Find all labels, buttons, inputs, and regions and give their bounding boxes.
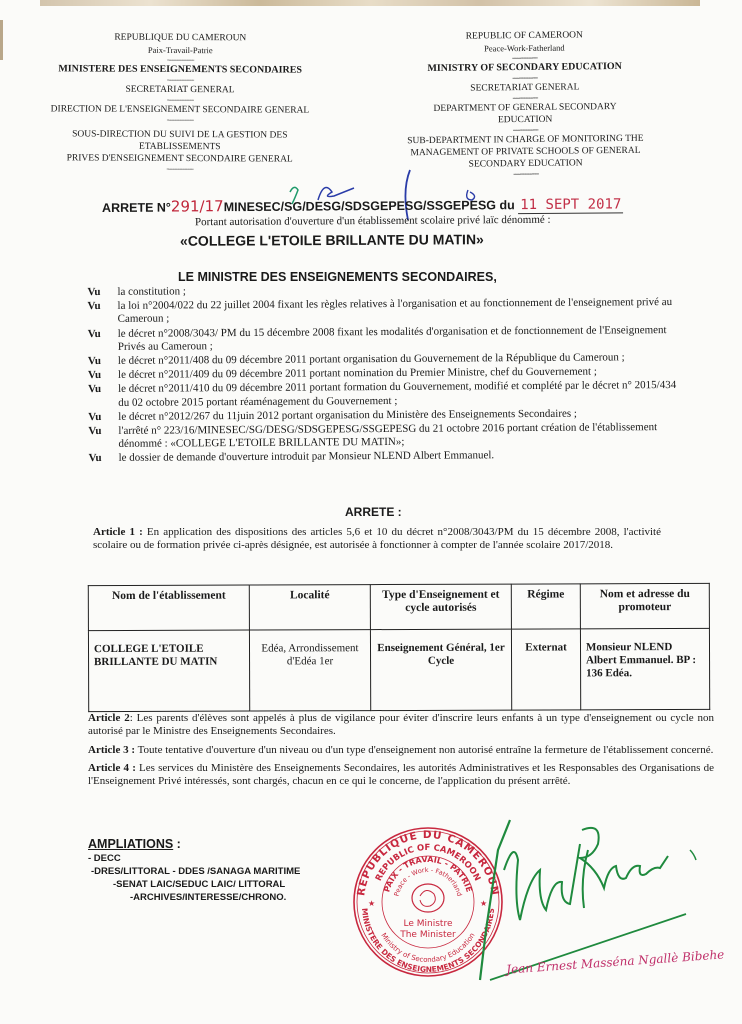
list-item: Vu le décret n°2011/410 du 09 décembre 2011 portant formation du Gouvernement, modifié et complété par le décret n° 2015/434 du 02 octobre 2015 portant réaménagement du Gouvernement ; [88,379,677,409]
article-2: Article 2: Les parents d'élèves sont appelés à plus de vigilance pour éviter d'inscrire leurs enfants à un type d'enseignement ou cycle non autorisé par le Ministre des Enseignements Secondaires. [88,712,714,738]
svg-text:The Minister: The Minister [400,930,456,940]
separator: ---------------- [166,94,194,105]
column-header: Nom et adresse du promoteur [580,583,709,628]
arrete-reference-line [102,194,682,216]
arrete-prefix: ARRETE N° [101,200,171,216]
article-3: Article 3 : Toute tentative d'ouverture d'un niveau ou d'un type d'enseignement non autorisé entraîne la fermeture de l'établissement concerné. [88,743,714,756]
ampliations-title: AMPLIATIONS [88,837,174,851]
column-header: Régime [511,584,580,629]
subdirection-fr-2: ETABLISSEMENTS [138,141,221,153]
motto-en: Peace-Work-Fatherland [484,42,565,54]
list-item: Vu la loi n°2004/022 du 22 juillet 2004 fixant les règles relatives à l'organisation et au fonctionnement de l'enseignement privé au Cameroun ; [87,296,673,326]
list-item: -ARCHIVES/INTERESSE/CHRONO. [130,892,287,903]
arrete-reference: MINESEC/SG/DESG/SDSGEPESG/SSGEPESG du [223,198,515,215]
svg-text:★: ★ [480,899,488,908]
separator: --------------- [512,92,538,103]
article-1-text: En application des dispositions des articles 5,6 et 10 du décret n°2008/3043/PM du 15 décembre 2008, l'activité scolaire ou de formation privée ci-après désignée, est autorisée à fonctionner à compter de l'année scolaire 2017/2018. [93,526,661,552]
column-header: Nom de l'établissement [88,585,249,631]
subdepartment-en-1: SUB-DEPARTMENT IN CHARGE OF MONITORING THE [407,133,644,147]
article-1-label: Article 1 : [93,526,143,538]
secretariat-en: SECRETARIAT GENERAL [470,82,580,94]
subdepartment-en-3: SECONDARY EDUCATION [468,158,583,170]
date-stamp: 11 SEPT 2017 [518,196,623,214]
minister-title: LE MINISTRE DES ENSEIGNEMENTS SECONDAIRES, [178,270,497,284]
department-en-1: DEPARTMENT OF GENERAL SECONDARY [433,102,617,114]
cell-promoteur: Monsieur NLEND Albert Emmanuel. BP : 136 Edéa. [580,628,709,709]
separator: ---------------- [166,74,194,85]
separator: ---------------- [166,163,193,174]
separator: --------------- [512,124,538,135]
list-item: -SENAT LAIC/SEDUC LAIC/ LITTORAL [113,879,286,890]
column-header: Type d'Enseignement et cycle autorisés [370,584,511,629]
arrete-heading: ARRETE : [345,505,402,519]
svg-text:PAIX - TRAVAIL - PATRIE: PAIX - TRAVAIL - PATRIE [382,854,474,894]
list-item: - DECC [88,853,121,864]
svg-text:REPUBLIQUE DU CAMEROUN: REPUBLIQUE DU CAMEROUN [355,828,501,897]
scan-top-edge [40,0,700,6]
school-title: «COLLEGE L'ETOILE BRILLANTE DU MATIN» [179,231,484,249]
department-en-2: EDUCATION [497,114,553,126]
column-header: Localité [249,585,370,630]
motto-fr: Paix-Travail-Patrie [147,44,213,56]
separator: --------------- [513,168,539,179]
considerants-list [87,282,688,467]
separator: ---------------- [166,114,194,125]
subdirection-fr-1: SOUS-DIRECTION DU SUIVI DE LA GESTION DES [72,129,288,141]
table-row [88,628,709,711]
subdepartment-en-2: MANAGEMENT OF PRIVATE SCHOOLS OF GENERAL [410,145,641,159]
cell-nom: COLLEGE L'ETOILE BRILLANTE DU MATIN [88,630,249,712]
arrete-number-handwritten: 291/17 [170,197,224,216]
separator: --------------- [511,52,538,63]
svg-text:MINISTERE DES ENSEIGNEMENTS SE: MINISTERE DES ENSEIGNEMENTS SECONDAIRES [359,907,497,975]
scan-left-edge [0,20,3,60]
header-french [30,31,331,174]
arrete-subtitle: Portant autorisation d'ouverture d'un établissement scolaire privé laïc dénommé : [194,213,551,229]
cell-localite: Edéa, Arrondissement d'Edéa 1er [249,630,370,711]
republic-fr: REPUBLIQUE DU CAMEROUN [114,32,247,44]
articles-2-4 [88,712,714,793]
table-header-row [88,583,709,630]
republic-en: REPUBLIC OF CAMEROON [465,30,583,42]
separator: --------------- [512,72,538,83]
list-item: Vu le décret n°2012/267 du 11juin 2012 portant organisation du Ministère des Enseignements Secondaires ; [88,407,577,423]
list-item: Vu la constitution ; [87,285,186,299]
ministry-en: MINISTRY OF SECONDARY EDUCATION [427,60,622,75]
list-item: Vu le décret n°2011/409 du 09 décembre 2011 portant nomination du Premier Ministre, chef du Gouvernement ; [87,365,597,382]
svg-text:Ministry of Secondary Educatio: Ministry of Secondary Education [379,931,477,965]
svg-text:REPUBLIC OF CAMEROON: REPUBLIC OF CAMEROON [373,842,483,883]
direction-fr: DIRECTION DE L'ENSEIGNEMENT SECONDAIRE GENERAL [50,104,310,116]
subdirection-fr-3: PRIVES D'ENSEIGNEMENT SECONDAIRE GENERAL [66,153,293,165]
signatory-name: Jean Ernest Masséna Ngallè Bibehe [505,947,725,977]
list-item: -DRES/LITTORAL - DDES /SANAGA MARITIME [91,866,301,877]
svg-text:Le Ministre: Le Ministre [403,919,453,929]
list-item: Vu l'arrêté n° 223/16/MINESEC/SG/DESG/SDSGEPESG/SSGEPESG du 21 octobre 2016 portant création de l'établissement dénommé : «COLLEGE L'ETOILE BRILLANTE DU MATIN»; [88,421,658,451]
header-english [374,28,676,179]
ampliations: AMPLIATIONS : - DECC -DRES/LITTORAL - DDES /SANAGA MARITIME -SENAT LAIC/SEDUC LAIC/ LITTORAL -ARCHIVES/INTERESSE/CHRONO. [88,837,301,903]
cell-type: Enseignement Général, 1er Cycle [370,629,511,710]
cell-regime: Externat [511,629,580,710]
list-item: Vu le décret n°2011/408 du 09 décembre 2011 portant organisation du Gouvernement de la République du Cameroun ; [87,351,625,368]
secretariat-fr: SECRETARIAT GENERAL [125,84,235,96]
list-item: Vu le décret n°2008/3043/ PM du 15 décembre 2008 fixant les modalités d'organisation et de fonctionnement de l'Enseignement Privés au Cameroun ; [87,323,667,353]
article-1 [93,526,661,553]
separator: ---------------- [166,54,194,65]
ministry-fr: MINISTERE DES ENSEIGNEMENTS SECONDAIRES [58,63,303,76]
article-4: Article 4 : Les services du Ministère des Enseignements Secondaires, les autorités Administratives et les Responsables des Organisations de l'Enseignement Privé intéressés, sont chargés, chacun en ce qui le concerne, de l'application du présent arrêté. [88,761,714,788]
svg-text:★: ★ [368,899,376,908]
list-item: Vu le dossier de demande d'ouverture introduit par Monsieur NLEND Albert Emmanuel. [88,449,495,465]
establishment-table [88,583,710,712]
svg-text:Peace - Work - Fatherland: Peace - Work - Fatherland [392,865,464,898]
